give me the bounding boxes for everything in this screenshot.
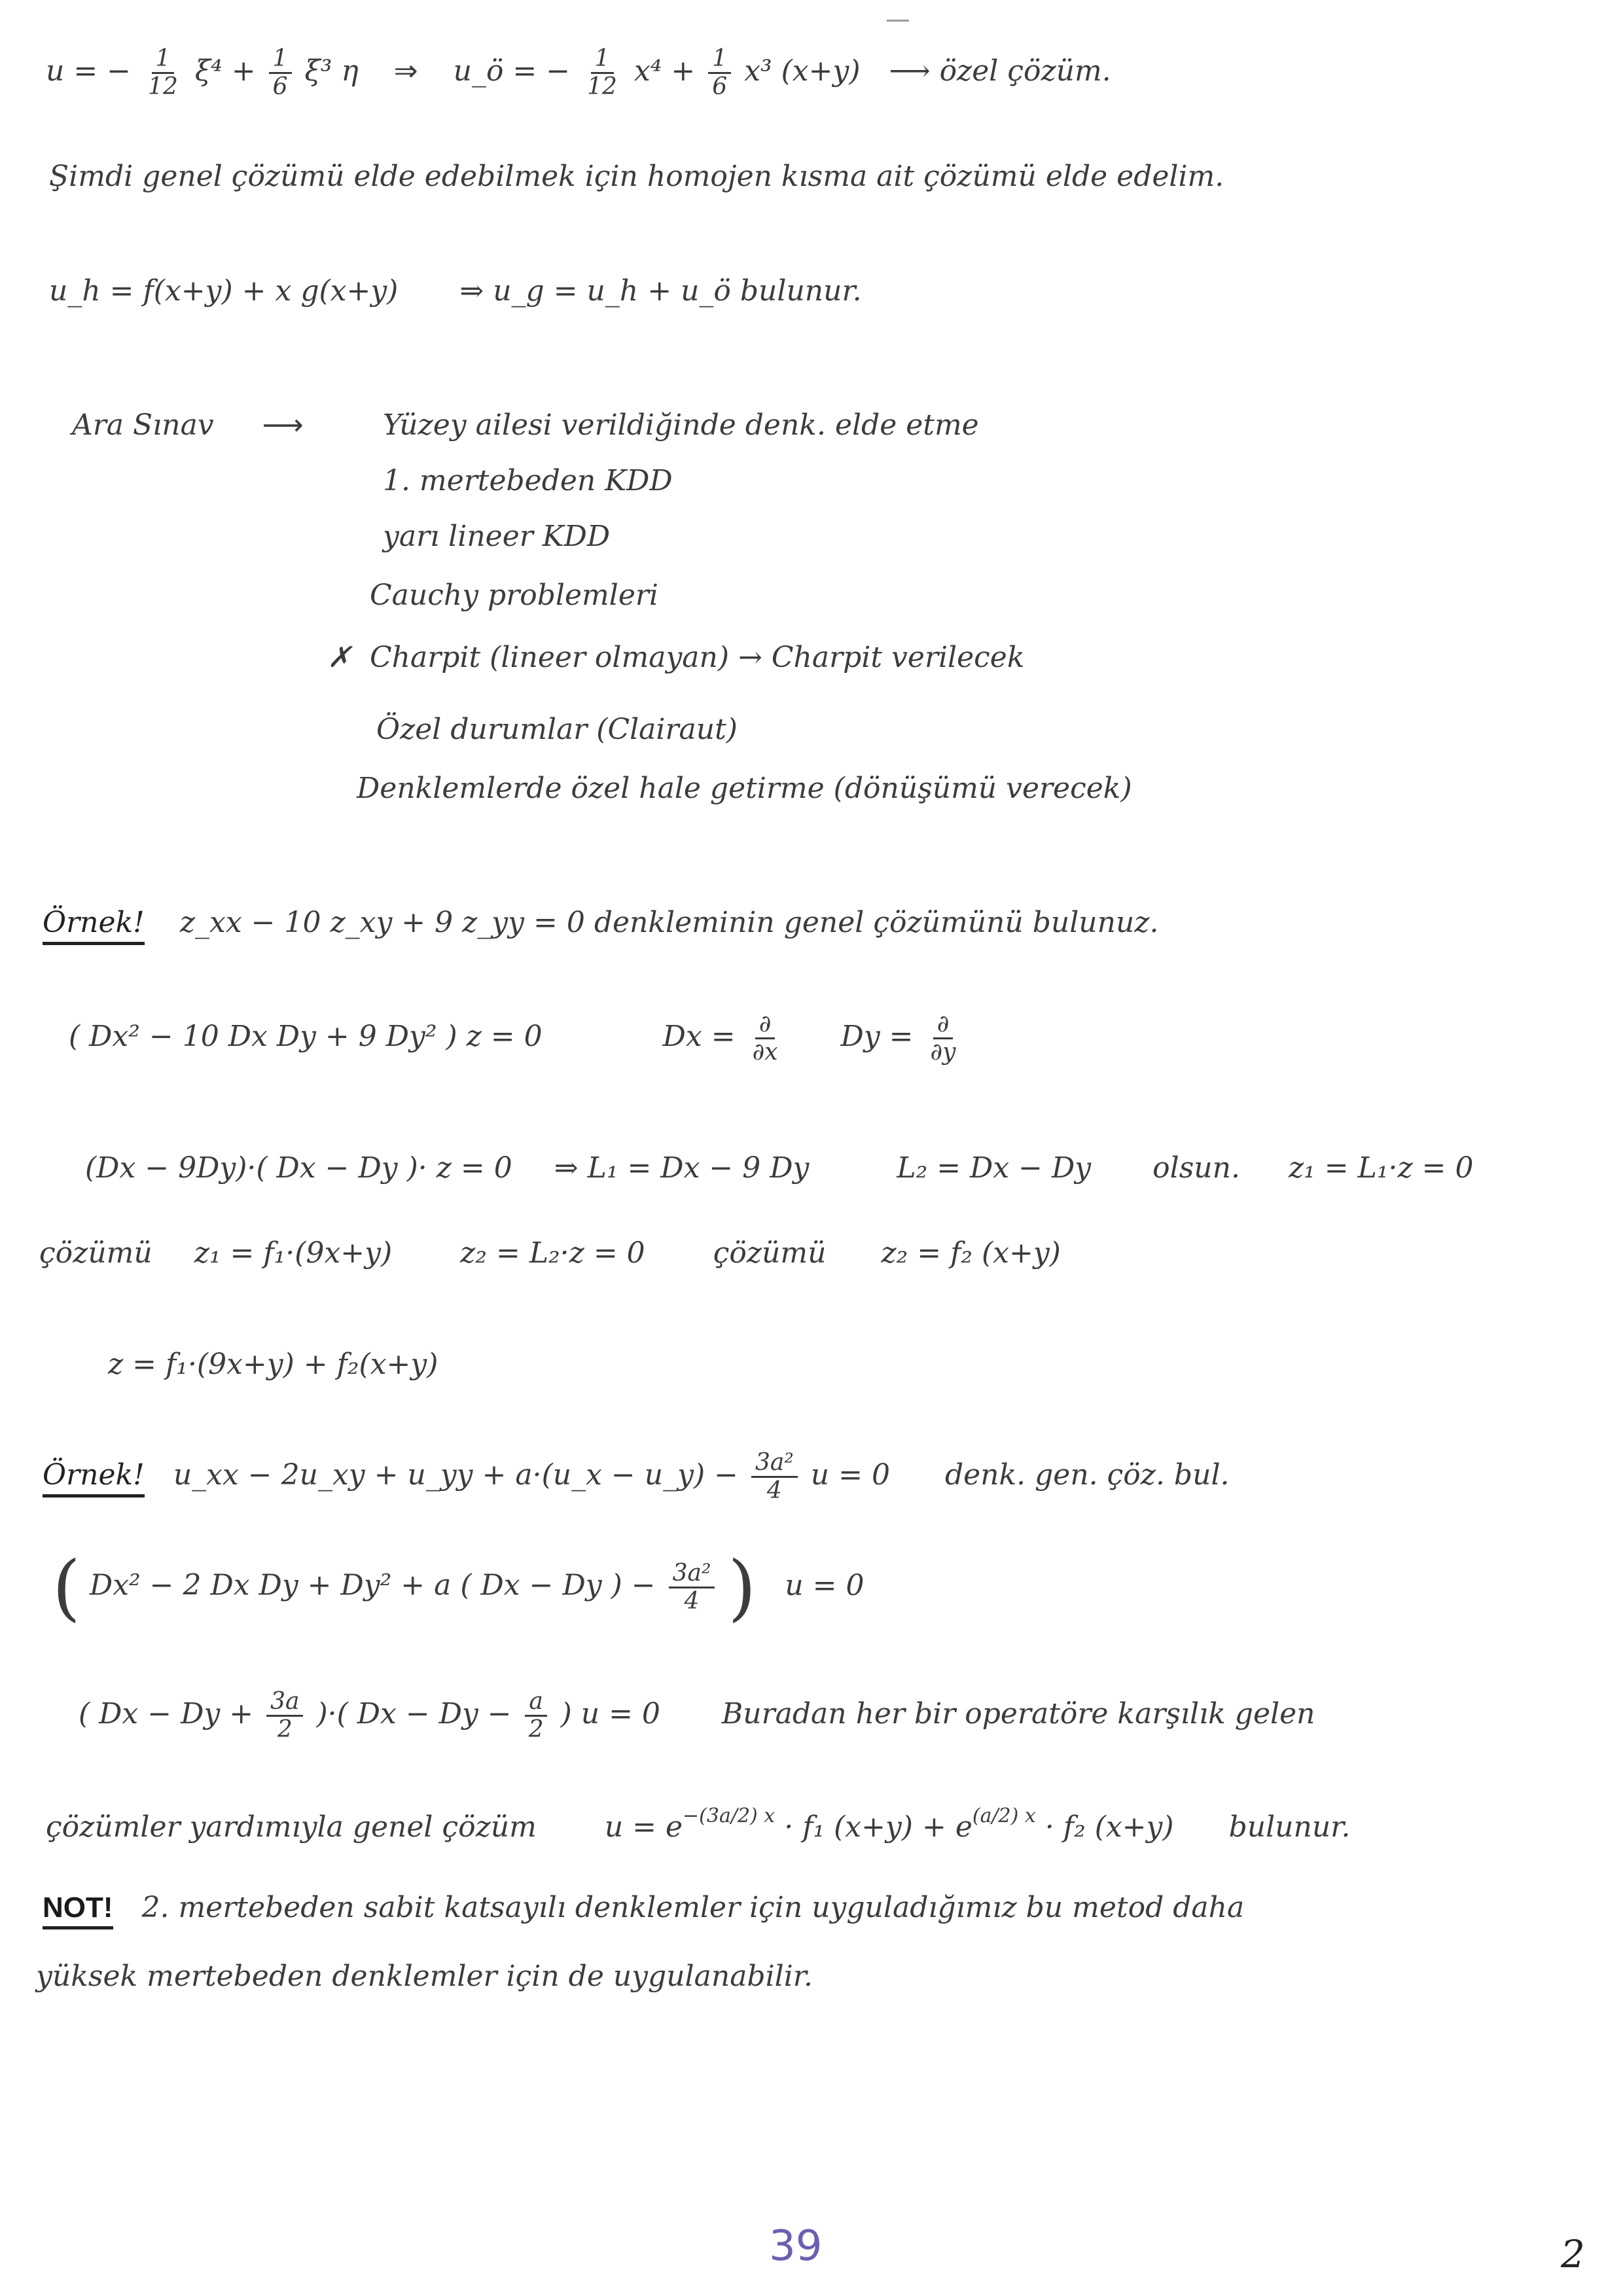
text: (Dx − 9Dy)·( Dx − Dy )· z = 0 <box>85 1151 512 1185</box>
text: ⇒ L₁ = Dx − 9 Dy <box>554 1151 810 1185</box>
exam-topic: Yüzey ailesi verildiğinde denk. elde etme <box>383 408 979 442</box>
exam-label <box>72 406 304 445</box>
text: Dy = <box>840 1020 914 1053</box>
text: bulunur. <box>1228 1810 1351 1844</box>
text: ξ⁴ + <box>194 54 256 88</box>
exam-topic: 1. mertebeden KDD <box>383 464 673 497</box>
text: u_xx − 2u_xy + u_yy + a·(u_x − u_y) − <box>173 1458 738 1492</box>
example-1-result: z = f₁·(9x+y) + f₂(x+y) <box>108 1348 438 1381</box>
example-1-solutions <box>39 1234 1061 1273</box>
text: u = e <box>604 1810 683 1844</box>
fraction: $\frac{\partial}{\partial y}$ <box>930 1011 956 1066</box>
example-1-operator <box>69 1011 964 1066</box>
fraction: $\frac{1}{12}$ <box>587 45 617 100</box>
text: x⁴ + <box>633 54 696 88</box>
example-2-factorization <box>79 1689 1315 1743</box>
text: z₂ = L₂·z = 0 <box>460 1236 645 1270</box>
exam-topic: yarı lineer KDD <box>383 520 611 553</box>
example-1-statement <box>43 903 1158 942</box>
text: )·( Dx − Dy − <box>316 1697 512 1731</box>
corner-number: 2 <box>1561 2232 1585 2276</box>
text: ( Dx² − 10 Dx Dy + 9 Dy² ) z = 0 <box>69 1020 543 1053</box>
text: u_ö = − <box>453 54 571 88</box>
exponent: −(3a/2) x <box>683 1804 776 1827</box>
exam-topic: Cauchy problemleri <box>370 579 658 612</box>
text: · f₂ (x+y) <box>1044 1810 1174 1844</box>
text: z₁ = f₁·(9x+y) <box>194 1236 393 1270</box>
text: Buradan her bir operatöre karşılık gelen <box>721 1697 1315 1731</box>
text: çözümü <box>713 1236 827 1270</box>
text: L₂ = Dx − Dy <box>897 1151 1092 1185</box>
fraction: $\frac{a}{2}$ <box>525 1689 548 1743</box>
text: ) u = 0 <box>560 1697 660 1731</box>
fraction: $\frac{1}{12}$ <box>148 45 178 100</box>
line-special-solution <box>46 46 1111 100</box>
text: Dx = <box>662 1020 736 1053</box>
text: ( Dx − Dy + <box>79 1697 254 1731</box>
page-number: 39 <box>769 2222 823 2270</box>
text: çözümler yardımıyla genel çözüm <box>46 1810 537 1844</box>
example-2-result <box>46 1797 1350 1847</box>
text: olsun. <box>1152 1151 1240 1185</box>
text: u = 0 <box>810 1458 890 1492</box>
text: çözümü <box>39 1236 152 1270</box>
example-2-operator: ( Dx² − 2 Dx Dy + Dy² + a ( Dx − Dy ) − $\frac{\text{3a²}}{4}$ ) u = 0 <box>52 1545 865 1629</box>
text: 2. mertebeden sabit katsayılı denklemler için uyguladığımız bu metod daha <box>141 1891 1245 1924</box>
example-label: Örnek! <box>43 906 145 945</box>
exam-topic: Özel durumlar (Clairaut) <box>376 713 738 746</box>
text: ξ³ η <box>304 54 359 88</box>
fraction: $\frac{1}{6}$ <box>269 46 292 100</box>
example-2-statement <box>43 1450 1230 1504</box>
star-mark: ✗ <box>327 641 351 674</box>
note-line-2: yüksek mertebeden denklemler için de uygulanabilir. <box>36 1960 813 1993</box>
fraction: $\frac{1}{6}$ <box>708 46 731 100</box>
exam-topic: Denklemlerde özel hale getirme (dönüşümü verecek) <box>357 772 1132 805</box>
text: ⇒ u_g = u_h + u_ö bulunur. <box>459 274 862 308</box>
fraction: $\frac{\text{3a²}}{4}$ <box>751 1450 798 1504</box>
text: z_xx − 10 z_xy + 9 z_yy = 0 denkleminin genel çözümünü bulunuz. <box>179 906 1159 939</box>
text: · f₁ (x+y) + e <box>784 1810 972 1844</box>
pen-mark <box>887 20 909 22</box>
example-label: Örnek! <box>43 1458 145 1498</box>
fraction: $\frac{3a}{2}$ <box>266 1689 303 1743</box>
implies-arrow: ⇒ <box>393 54 418 88</box>
arrow: ⟶ <box>262 408 304 442</box>
text: x³ (x+y) <box>744 54 861 88</box>
line-homogeneous-intro: Şimdi genel çözümü elde edebilmek için homojen kısma ait çözümü elde edelim. <box>49 160 1224 193</box>
text: denk. gen. çöz. bul. <box>944 1458 1230 1492</box>
text: z₂ = f₂ (x+y) <box>881 1236 1061 1270</box>
note-label: NOT! <box>43 1892 113 1929</box>
text: u = − <box>46 54 132 88</box>
text: Dx² − 2 Dx Dy + Dy² + a ( Dx − Dy ) − <box>89 1568 656 1602</box>
fraction: $\frac{\text{3a²}}{4}$ <box>669 1560 715 1615</box>
fraction: $\frac{\partial}{\partial x}$ <box>752 1011 778 1066</box>
text: u = 0 <box>785 1568 865 1602</box>
text: ⟶ özel çözüm. <box>889 54 1111 88</box>
text: u_h = f(x+y) + x g(x+y) <box>49 274 399 308</box>
line-general-solution <box>49 272 862 311</box>
exam-title: Ara Sınav <box>72 408 214 442</box>
text: z₁ = L₁·z = 0 <box>1288 1151 1474 1185</box>
example-1-factorization <box>85 1149 1473 1188</box>
exam-topic: Charpit (lineer olmayan) → Charpit verilecek <box>370 641 1025 674</box>
exponent: (a/2) x <box>972 1804 1036 1827</box>
note-line-1 <box>43 1888 1244 1928</box>
